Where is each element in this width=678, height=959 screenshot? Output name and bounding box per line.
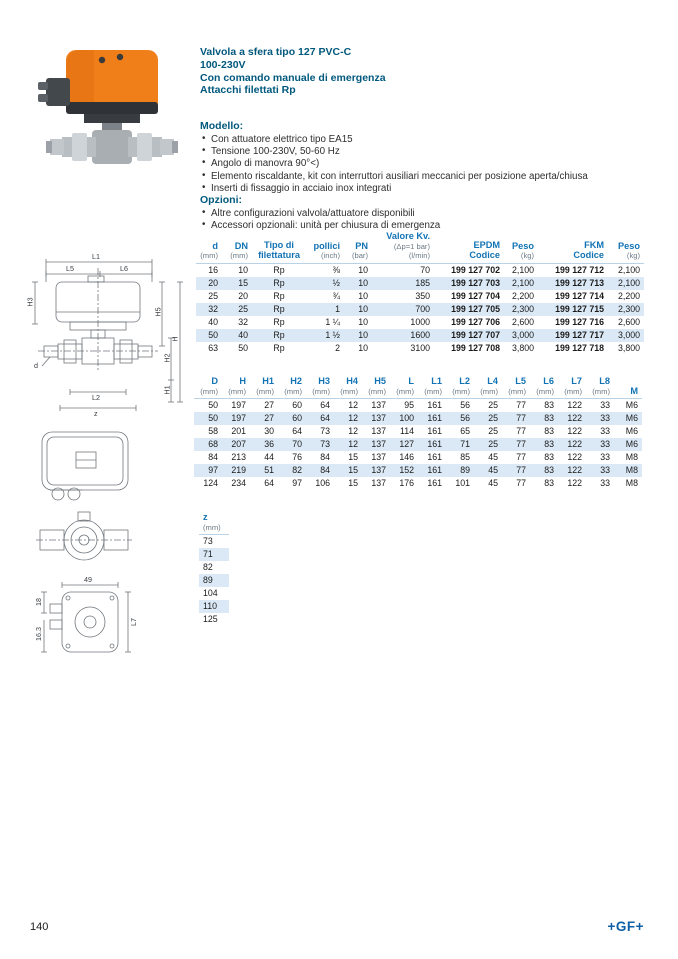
table-cell: M6 [625,426,638,436]
table-cell: 350 [415,290,430,301]
table-cell: 27 [264,400,274,410]
table-cell: 15 [238,277,248,288]
table-row [194,464,642,477]
table-cell: 33 [600,452,610,462]
table-cell: 234 [231,478,246,488]
table-cell: 2,600 [511,316,534,327]
table-row [196,342,644,355]
table-cell: 16 [208,264,218,275]
table-cell: 64 [320,413,330,423]
table-cell: 27 [264,413,274,423]
bullet-item: • Con attuatore elettrico tipo EA15 [200,134,662,146]
product-title [200,46,386,97]
table-cell: 1 ½ [325,329,340,340]
column-header: L1 (mm) [418,376,446,399]
table-cell: 97 [292,478,302,488]
column-header: z (mm) [199,512,229,535]
valve-housing [92,130,132,164]
table-cell: 199 127 713 [555,277,604,288]
table-cell: 83 [544,426,554,436]
table-cell: 97 [208,465,218,475]
column-header: H2 (mm) [278,376,306,399]
table-cell: 161 [427,478,442,488]
table-cell: 127 [399,439,414,449]
table-header-row [194,376,642,399]
dim-label-H1: H1 [162,385,172,395]
selection-table [196,231,644,355]
table-cell: 65 [460,426,470,436]
end-view-linework [36,504,132,572]
table-cell: 2,100 [617,277,640,288]
table-cell: 50 [238,342,248,353]
table-cell: Rp [273,329,285,340]
table-cell: 10 [358,277,368,288]
title-line: Attacchi filettati Rp [200,84,296,97]
dim-label-z: z [94,409,98,418]
table-cell: 1600 [410,329,430,340]
column-header: L5 (mm) [502,376,530,399]
table-cell: 56 [460,413,470,423]
options-heading: Opzioni: [200,194,242,206]
side-view-linework [25,250,192,426]
table-cell: 71 [460,439,470,449]
table-cell: 95 [404,400,414,410]
table-cell: 10 [358,329,368,340]
table-cell: 137 [371,400,386,410]
dim-label-L5: L5 [66,264,74,273]
table-cell: 137 [371,478,386,488]
table-cell: 36 [264,439,274,449]
table-cell: 161 [427,413,442,423]
table-row [196,277,644,290]
column-header: L4 (mm) [474,376,502,399]
table-cell: 33 [600,465,610,475]
table-cell: 199 127 708 [451,342,500,353]
table-cell: 207 [231,439,246,449]
table-cell: 33 [600,478,610,488]
table-cell: 101 [455,478,470,488]
dim-label-L7: L7 [129,618,138,626]
table-cell: 51 [264,465,274,475]
table-cell: 45 [488,452,498,462]
table-row [196,290,644,303]
dim-label-L1: L1 [92,252,100,261]
table-cell: ¾ [332,290,340,301]
table-cell: 10 [358,303,368,314]
table-cell: 89 [203,575,213,585]
table-cell: 70 [292,439,302,449]
table-cell: 161 [427,426,442,436]
dim-label-49: 49 [84,575,92,584]
table-row [194,399,642,413]
column-header: L (mm) [390,376,418,399]
table-cell: M6 [625,400,638,410]
table-row [194,451,642,464]
table-cell: 114 [399,426,414,436]
table-cell: M6 [625,439,638,449]
table-cell: 199 127 715 [555,303,604,314]
valve-end-view-drawing [36,504,132,572]
table-cell: 12 [348,426,358,436]
table-cell: 25 [238,303,248,314]
table-cell: 77 [516,413,526,423]
table-cell: 1000 [410,316,430,327]
dim-label-H3: H3 [25,297,35,307]
column-header: L7 (mm) [558,376,586,399]
column-header: H5 (mm) [362,376,390,399]
table-cell: 56 [460,400,470,410]
dim-label-H: H [170,336,180,342]
table-row [199,535,229,549]
table-cell: 83 [544,400,554,410]
table-cell: 50 [208,413,218,423]
table-cell: 45 [488,478,498,488]
table-cell: 137 [371,413,386,423]
table-row [199,574,229,587]
table-cell: 3,000 [617,329,640,340]
table-cell: 199 127 714 [555,290,604,301]
table-row [199,548,229,561]
table-row [196,263,644,277]
table-cell: 10 [358,316,368,327]
column-header: EPDM Codice [434,231,504,263]
column-header: PN (bar) [344,231,372,263]
title-line: Con comando manuale di emergenza [200,71,386,84]
column-header: Peso (kg) [504,231,538,263]
table-cell: 213 [231,452,246,462]
table-cell: 73 [320,439,330,449]
table-cell: 45 [488,465,498,475]
table-cell: 2,100 [511,264,534,275]
table-cell: ½ [332,277,340,288]
table-cell: 32 [208,303,218,314]
table-cell: 77 [516,465,526,475]
table-cell: 199 127 703 [451,277,500,288]
table-cell: 60 [292,413,302,423]
table-cell: 30 [264,426,274,436]
table-cell: 199 127 704 [451,290,500,301]
table-cell: 161 [427,400,442,410]
table-row [199,587,229,600]
table-cell: 199 127 717 [555,329,604,340]
table-cell: 137 [371,465,386,475]
table-cell: 77 [516,426,526,436]
table-cell: 2,300 [511,303,534,314]
table-cell: 10 [358,290,368,301]
column-header: D (mm) [194,376,222,399]
table-cell: 700 [415,303,430,314]
table-cell: 44 [264,452,274,462]
dim-label-18: 18 [34,598,43,606]
table-cell: 185 [415,277,430,288]
column-header: FKM Codice [538,231,608,263]
table-cell: 106 [315,478,330,488]
table-cell: 176 [399,478,414,488]
table-cell: 201 [231,426,246,436]
table-cell: 50 [208,329,218,340]
column-header: Peso (kg) [608,231,644,263]
table-cell: 33 [600,426,610,436]
table-cell: 199 127 707 [451,329,500,340]
table-cell: 137 [371,439,386,449]
table-header-row [196,231,644,263]
table-cell: 2,200 [511,290,534,301]
table-cell: ⅜ [332,264,340,275]
page-number: 140 [30,921,49,933]
table-cell: 3,000 [511,329,534,340]
dimension-table [194,376,642,490]
dim-label-H5: H5 [153,307,163,317]
table-cell: 10 [358,342,368,353]
table-cell: 122 [567,413,582,423]
table-cell: Rp [273,316,285,327]
table-cell: 2,300 [617,303,640,314]
bullet-item: • Angolo di manovra 90°<) [200,158,662,170]
column-header: L2 (mm) [446,376,474,399]
dimension-drawing-side-view [25,250,192,426]
table-cell: M8 [625,452,638,462]
table-cell: M6 [625,413,638,423]
table-cell: 71 [203,549,213,559]
column-header: Valore Kv. (Δp=1 bar) (l/min) [372,231,434,263]
table-cell: 1 ¼ [325,316,340,327]
table-cell: 2,200 [617,290,640,301]
table-cell: Rp [273,303,285,314]
column-header: H3 (mm) [306,376,334,399]
table-cell: 137 [371,452,386,462]
table-cell: 125 [203,614,218,624]
table-cell: M8 [625,478,638,488]
column-header: L6 (mm) [530,376,558,399]
table-cell: 25 [488,400,498,410]
table-cell: 68 [208,439,218,449]
table-row [199,561,229,574]
cable-gland-block [46,78,70,106]
z-dimension-table [199,512,229,626]
actuator-top-view-drawing [34,575,148,670]
dim-label-L6: L6 [120,264,128,273]
table-cell: 64 [320,400,330,410]
table-cell: 3100 [410,342,430,353]
table-cell: 77 [516,478,526,488]
table-cell: Rp [273,277,285,288]
table-cell: 2 [335,342,340,353]
column-header: H1 (mm) [250,376,278,399]
table-header-row [199,512,229,535]
table-cell: 100 [399,413,414,423]
table-cell: 199 127 706 [451,316,500,327]
table-cell: 33 [600,413,610,423]
table-cell: 3,800 [511,342,534,353]
gf-brand-logo: +GF+ [607,919,644,934]
table-row [194,425,642,438]
model-bullet-list [200,134,662,195]
table-cell: 83 [544,439,554,449]
table-cell: 2,100 [617,264,640,275]
table-cell: 85 [460,452,470,462]
title-line: Valvola a sfera tipo 127 PVC-C [200,46,352,58]
table-cell: 64 [292,426,302,436]
union-nut [137,133,152,161]
table-cell: 84 [208,452,218,462]
column-header: pollici (inch) [308,231,344,263]
table-cell: M8 [625,465,638,475]
table-cell: 199 127 716 [555,316,604,327]
front-view-linework [34,428,134,506]
table-cell: 12 [348,413,358,423]
table-cell: 83 [544,452,554,462]
bullet-item: • Tensione 100-230V, 50-60 Hz [200,146,662,158]
table-cell: 12 [348,400,358,410]
model-section [200,120,662,195]
column-header: Tipo di filettatura [252,231,308,263]
table-cell: 73 [203,536,213,546]
column-header: H4 (mm) [334,376,362,399]
table-cell: 122 [567,465,582,475]
table-cell: 73 [320,426,330,436]
table-cell: 122 [567,426,582,436]
table-cell: 122 [567,478,582,488]
table-cell: 50 [208,400,218,410]
table-cell: 32 [238,316,248,327]
table-cell: 25 [208,290,218,301]
table-row [196,303,644,316]
table-cell: 124 [203,478,218,488]
table-cell: 77 [516,452,526,462]
dim-label-16-3: 16.3 [34,627,43,641]
table-cell: 122 [567,439,582,449]
table-cell: 197 [231,413,246,423]
table-cell: 40 [208,316,218,327]
table-cell: 70 [420,264,430,275]
table-cell: 77 [516,439,526,449]
table-cell: 219 [231,465,246,475]
table-row [194,438,642,451]
table-cell: 10 [238,264,248,275]
table-cell: 25 [488,439,498,449]
table-cell: 3,800 [617,342,640,353]
column-header: H (mm) [222,376,250,399]
table-cell: 82 [203,562,213,572]
table-cell: 2,600 [617,316,640,327]
table-cell: 15 [348,478,358,488]
table-cell: 77 [516,400,526,410]
table-cell: 146 [399,452,414,462]
table-cell: 84 [320,465,330,475]
table-cell: 122 [567,452,582,462]
bullet-item: • Accessori opzionali: unità per chiusura di emergenza [200,220,662,232]
table-cell: 110 [203,601,218,611]
dim-label-L2: L2 [92,393,100,402]
table-cell: 83 [544,413,554,423]
table-row [194,412,642,425]
actuator-front-view-drawing [34,428,134,506]
table-row [196,316,644,329]
actuator-button [117,54,123,60]
table-cell: 1 [335,303,340,314]
table-row [196,329,644,342]
table-cell: Rp [273,342,285,353]
union-nut [72,133,87,161]
table-cell: 199 127 718 [555,342,604,353]
table-cell: 33 [600,439,610,449]
table-cell: 63 [208,342,218,353]
product-photo [36,44,188,180]
table-cell: 104 [203,588,218,598]
table-cell: Rp [273,290,285,301]
table-cell: 2,100 [511,277,534,288]
table-cell: 20 [208,277,218,288]
options-bullet-list [200,208,662,232]
table-cell: 58 [208,426,218,436]
table-cell: 199 127 712 [555,264,604,275]
bullet-item: • Inserti di fissaggio in acciaio inox integrati [200,183,662,195]
table-cell: 161 [427,465,442,475]
table-cell: 199 127 705 [451,303,500,314]
table-cell: 197 [231,400,246,410]
bullet-item: • Altre configurazioni valvola/attuatore disponibili [200,208,662,220]
table-row [199,613,229,626]
title-line: 100-230V [200,58,246,71]
options-section [200,194,662,232]
table-cell: 25 [488,413,498,423]
table-cell: 199 127 702 [451,264,500,275]
dim-label-d: d [34,361,38,370]
table-cell: 33 [600,400,610,410]
table-cell: 122 [567,400,582,410]
table-cell: 82 [292,465,302,475]
table-cell: Rp [273,264,285,275]
table-cell: 64 [264,478,274,488]
dim-label-H2: H2 [162,353,172,363]
column-header: d (mm) [196,231,222,263]
model-heading: Modello: [200,120,244,132]
table-cell: 25 [488,426,498,436]
table-cell: 89 [460,465,470,475]
table-cell: 161 [427,452,442,462]
table-row [194,477,642,490]
table-cell: 40 [238,329,248,340]
table-cell: 83 [544,465,554,475]
actuator-button [99,57,105,63]
table-cell: 20 [238,290,248,301]
table-cell: 83 [544,478,554,488]
table-cell: 152 [399,465,414,475]
column-header: DN (mm) [222,231,252,263]
column-header: L8 (mm) [586,376,614,399]
table-cell: 161 [427,439,442,449]
table-cell: 76 [292,452,302,462]
bullet-item: • Elemento riscaldante, kit con interruttori ausiliari meccanici per posizione aperta/chiusa [200,171,662,183]
table-cell: 84 [320,452,330,462]
table-cell: 10 [358,264,368,275]
table-cell: 15 [348,465,358,475]
table-cell: 12 [348,439,358,449]
column-header: M [614,376,642,399]
table-cell: 137 [371,426,386,436]
table-cell: 15 [348,452,358,462]
table-row [199,600,229,613]
table-cell: 60 [292,400,302,410]
